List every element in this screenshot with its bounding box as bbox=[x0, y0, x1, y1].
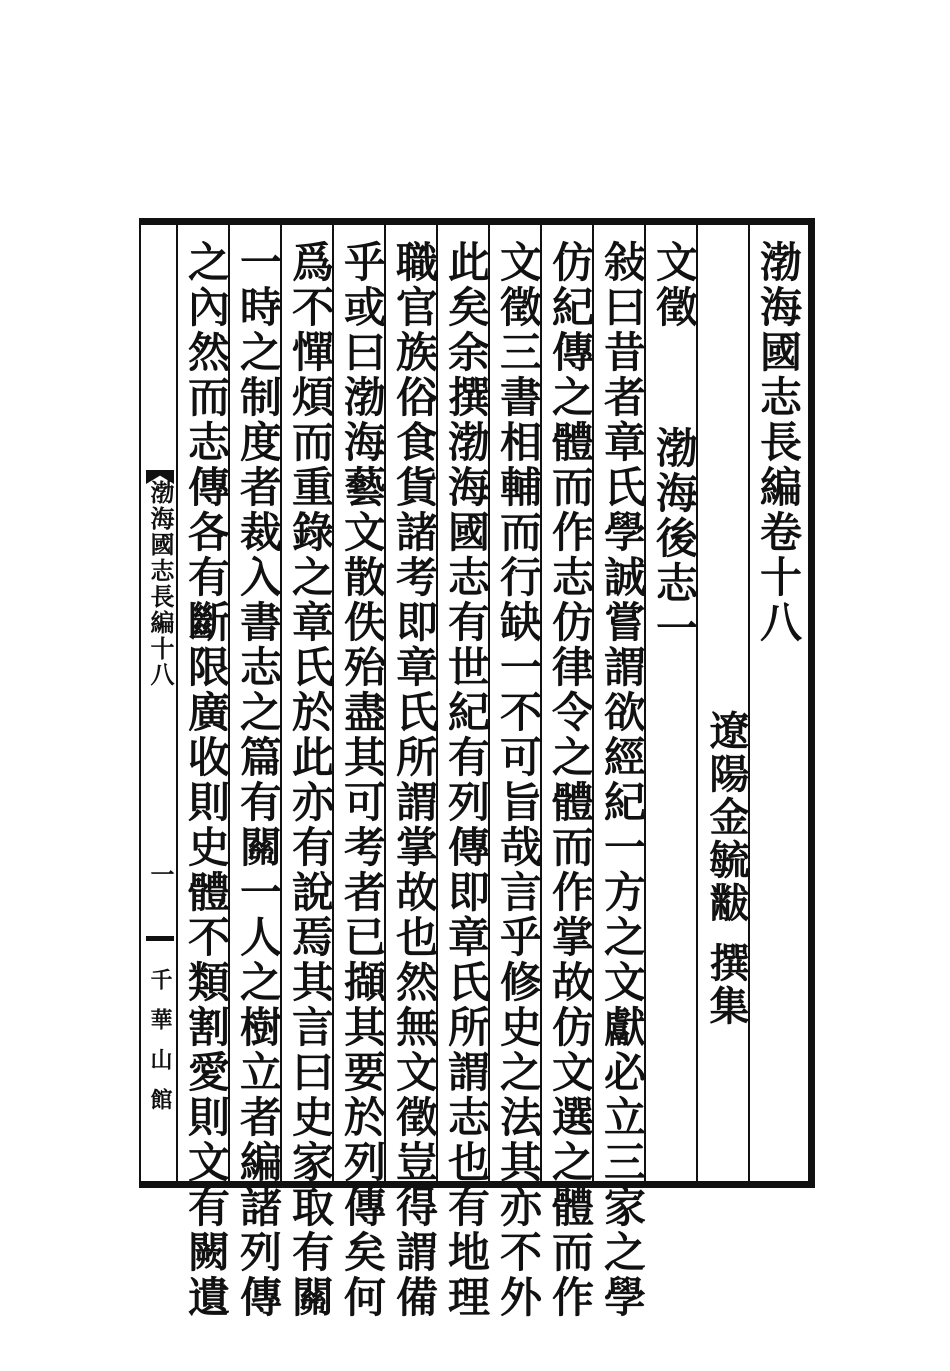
text-column-7: 爲不憚煩而重錄之章氏於此亦有說焉其言曰史家取有關 bbox=[286, 240, 335, 1320]
fore-edge-press-name: 千華山館 bbox=[147, 968, 173, 1128]
fore-edge-divider bbox=[146, 936, 174, 941]
volume-title: 渤海國志長編卷十八 bbox=[754, 240, 803, 645]
column-rule bbox=[176, 225, 178, 1181]
text-column-3: 文徵三書相輔而行缺一不可旨哉言乎修史之法其亦不外 bbox=[494, 240, 543, 1320]
section-subtitle: 渤海後志一 bbox=[650, 426, 699, 651]
text-column-6: 乎或曰渤海藝文散佚殆盡其可考者已擷其要於列傳矣何 bbox=[338, 240, 387, 1320]
text-column-5: 職官族俗食貨諸考即章氏所謂掌故也然無文徵豈得謂備 bbox=[390, 240, 439, 1320]
section-label: 文徵 bbox=[650, 240, 699, 330]
text-column-1: 敍曰昔者章氏學誠嘗謂欲經紀一方之文獻必立三家之學 bbox=[598, 240, 647, 1320]
column-rule bbox=[748, 225, 750, 1181]
text-column-2: 仿紀傳之體而作志仿律令之體而作掌故仿文選之體而作 bbox=[546, 240, 595, 1320]
author-line: 遼陽金毓黻 撰集 bbox=[703, 710, 750, 1028]
fore-edge-page-number: 一 bbox=[146, 862, 175, 886]
text-column-4: 此矣余撰渤海國志有世紀有列傳即章氏所謂志也有地理 bbox=[442, 240, 491, 1320]
text-column-8: 一時之制度者裁入書志之篇有關一人之樹立者編諸列傳 bbox=[234, 240, 283, 1320]
text-column-9: 之內然而志傳各有斷限廣收則史體不類割愛則文有闕遺 bbox=[182, 240, 231, 1320]
section-heading bbox=[648, 240, 700, 651]
fore-edge-title: 渤海國志長編十八 bbox=[146, 480, 175, 688]
